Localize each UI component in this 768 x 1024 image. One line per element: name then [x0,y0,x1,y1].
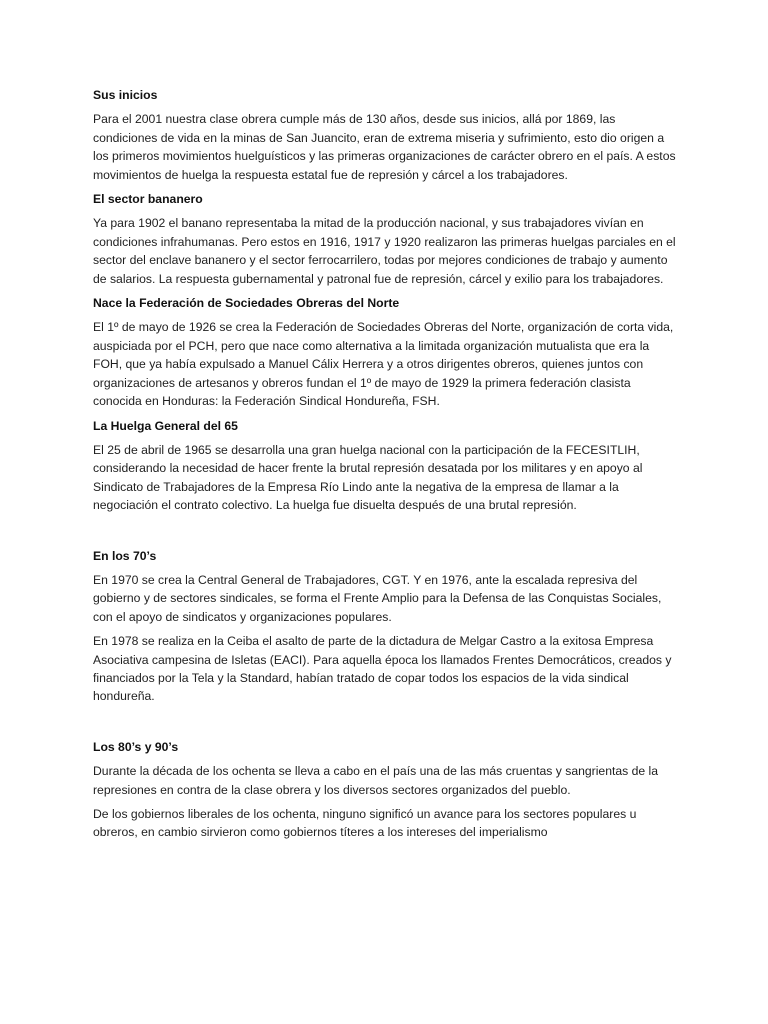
section-heading: En los 70’s [93,548,157,563]
section-heading: Sus inicios [93,88,158,102]
paragraph: En 1978 se realiza en la Ceiba el asalto de parte de la dictadura de Melgar Castro a la exitosa Empresa Asociativa campesina de Isletas (EACI). Para aquella época los llamados Frentes Democráticos, creados y financiados por la Tela y la Standard, habían tratado de copar todos los espacios de la vida sindical hondureña. [93,634,672,704]
paragraph: En 1970 se crea la Central General de Trabajadores, CGT. Y en 1976, ante la escalada represiva del gobierno y de sectores sindicales, se forma el Frente Amplio para la Defensa de las Conquistas Sociales, con el apoyo de sindicatos y organizaciones populares. [93,572,662,624]
section-heading: Los 80’s y 90’s [93,739,179,754]
paragraph: El 25 de abril de 1965 se desarrolla una gran huelga nacional con la participación de la FECESITLIH, considerando la necesidad de hacer frente la brutal represión desatada por los militares y en apoyo al Sindicato de Trabajadores de la Empresa Río Lindo ante la negativa de la empresa de llamar a la negociación el contrato colectivo. La huelga fue disuelta después de una brutal represión. [93,442,643,513]
paragraph: Durante la década de los ochenta se lleva a cabo en el país una de las más cruentas y sangrientas de la represiones en contra de la clase obrera y los diversos sectores organizados del pueblo. [93,764,659,797]
paragraph: Para el 2001 nuestra clase obrera cumple más de 130 años, desde sus inicios, allá por 1869, las condiciones de vida en la minas de San Juancito, eran de extrema miseria y sufrimiento, esto dio origen a los primeros movimientos huelguísticos y las primeras organizaciones de carácter obrero en el país. A estos movimientos de huelga la respuesta estatal fue de represión y cárcel a los trabajadores. [93,112,676,182]
section-heading: El sector bananero [93,192,203,207]
document-body [93,86,680,848]
paragraph: De los gobiernos liberales de los ochenta, ninguno significó un avance para los sectores populares u obreros, en cambio sirvieron como gobiernos títeres a los intereses del imperialismo [93,807,637,840]
paragraph: El 1º de mayo de 1926 se crea la Federación de Sociedades Obreras del Norte, organización de corta vida, auspiciada por el PCH, pero que nace como alternativa a la limitada organización mutualista que era la FOH, que ya había expulsado a Manuel Cálix Herrera y a otros dirigentes obreros, quienes juntos con organizaciones de artesanos y obreros fundan el 1º de mayo de 1929 la primera federación clasista conocida en Honduras: la Federación Sindical Hondureña, FSH. [93,320,674,409]
section-heading: La Huelga General del 65 [93,418,238,433]
paragraph: Ya para 1902 el banano representaba la mitad de la producción nacional, y sus trabajadores vivían en condiciones infrahumanas. Pero estos en 1916, 1917 y 1920 realizaron las primeras huelgas parciales en el sector del enclave bananero y el sector ferrocarrilero, todas por mejores condiciones de trabajo y aumento de salarios. La respuesta gubernamental y patronal fue de represión, cárcel y exilio para los trabajadores. [93,216,676,286]
blank-line [93,712,680,738]
section-heading: Nace la Federación de Sociedades Obreras del Norte [93,296,400,311]
blank-line [93,521,680,547]
